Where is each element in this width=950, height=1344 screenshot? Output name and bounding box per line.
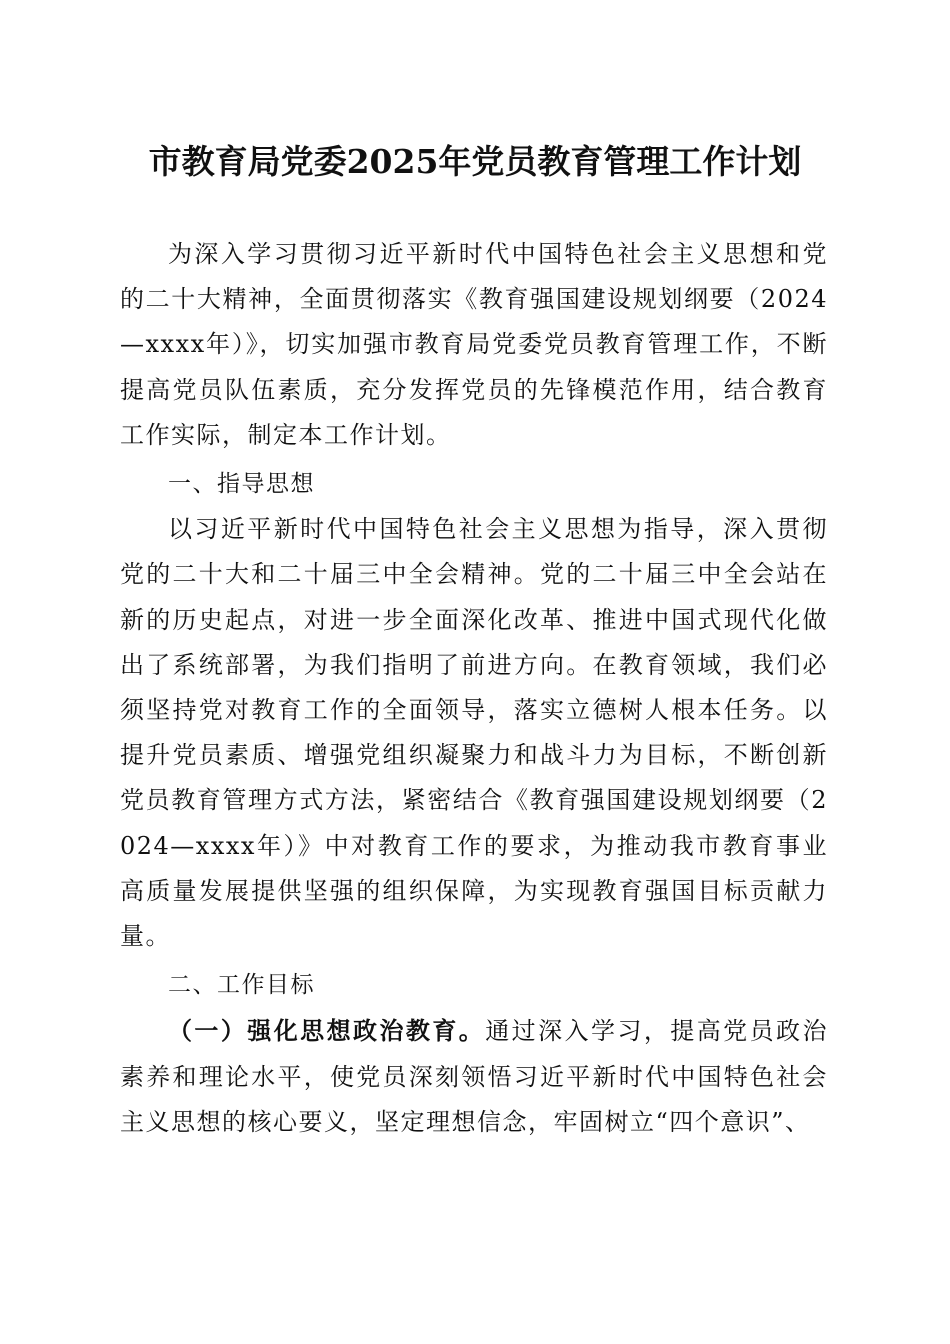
work-goal-item-1 (120, 1008, 828, 1145)
document-body (120, 232, 828, 1145)
guiding-ideology-paragraph: 以习近平新时代中国特色社会主义思想为指导，深入贯彻党的二十大和二十届三中全会精神。党的二十届三中全会站在新的历史起点，对进一步全面深化改革、推进中国式现代化做出了系统部署，为我们指明了前进方向。在教育领域，我们必须坚持党对教育工作的全面领导，落实立德树人根本任务。以提升党员素质、增强党组织凝聚力和战斗力为目标，不断创新党员教育管理方式方法，紧密结合《教育强国建设规划纲要（2024—xxxx年）》中对教育工作的要求，为推动我市教育事业高质量发展提供坚强的组织保障，为实现教育强国目标贡献力量。 (120, 515, 828, 951)
work-goal-item-1-lead: （一）强化思想政治教育。 (168, 1016, 486, 1046)
work-goal-item-1-text: 通过深入学习，提高党员政治素养和理论水平，使党员深刻领悟习近平新时代中国特色社会主义思想的核心要义，坚定理想信念，牢固树立“四个意识”、 (120, 1017, 828, 1136)
section-heading-work-goals: 二、工作目标 (168, 972, 315, 999)
intro-paragraph: 为深入学习贯彻习近平新时代中国特色社会主义思想和党的二十大精神，全面贯彻落实《教育强国建设规划纲要（2024—xxxx年）》，切实加强市教育局党委党员教育管理工作，不断提高党员队伍素质，充分发挥党员的先锋模范作用，结合教育工作实际，制定本工作计划。 (120, 240, 828, 449)
document-title: 市教育局党委2025年党员教育管理工作计划 (148, 142, 802, 181)
section-heading-guiding-ideology: 一、指导思想 (168, 471, 315, 498)
